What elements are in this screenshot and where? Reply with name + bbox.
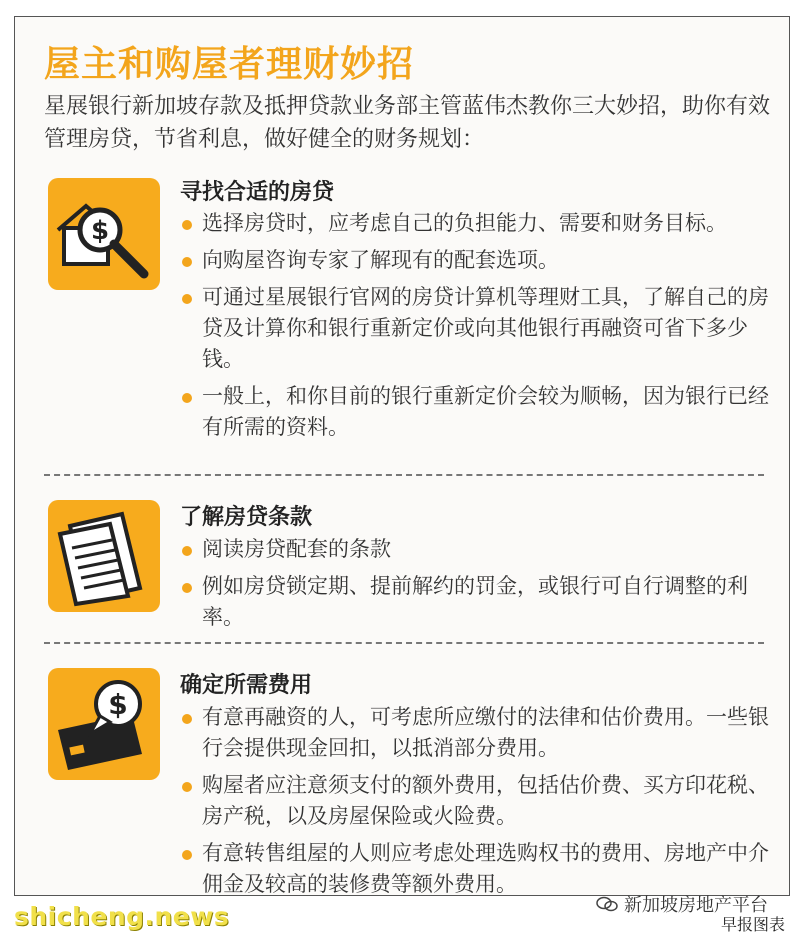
wechat-icon	[596, 896, 618, 912]
intro-text: 星展银行新加坡存款及抵押贷款业务部主管蓝伟杰教你三大妙招，助你有效管理房贷，节省利息，做好健全的财务规划：	[44, 94, 771, 152]
card-dollar-icon	[48, 668, 160, 780]
list-item: 选择房贷时，应考虑自己的负担能力、需要和财务目标。	[180, 208, 770, 239]
house-magnifier-icon	[48, 178, 160, 290]
list-item: 有意再融资的人，可考虑所应缴付的法律和估价费用。一些银行会提供现金回扣，以抵消部分费用。	[180, 702, 770, 764]
bullet-list	[180, 208, 770, 449]
section-heading: 寻找合适的房贷	[180, 180, 335, 205]
section-heading: 确定所需费用	[180, 673, 313, 698]
section-divider	[44, 474, 764, 476]
list-item: 有意转售组屋的人则应考虑处理选购权书的费用、房地产中介佣金及较高的装修费等额外费用。	[180, 838, 770, 900]
list-item: 一般上，和你目前的银行重新定价会较为顺畅，因为银行已经有所需的资料。	[180, 381, 770, 443]
document-icon	[48, 500, 160, 612]
page-title: 屋主和购屋者理财妙招	[44, 44, 415, 85]
section-heading: 了解房贷条款	[180, 505, 313, 530]
list-item: 向购屋咨询专家了解现有的配套选项。	[180, 245, 770, 276]
bullet-list	[180, 534, 770, 639]
list-item: 可通过星展银行官网的房贷计算机等理财工具，了解自己的房贷及计算你和银行重新定价或向其他银行再融资可省下多少钱。	[180, 282, 770, 375]
svg-text:$: $	[108, 688, 128, 721]
list-item: 购屋者应注意须支付的额外费用，包括估价费、买方印花税、房产税，以及房屋保险或火险费。	[180, 770, 770, 832]
bullet-list	[180, 702, 770, 906]
svg-text:$: $	[90, 216, 110, 246]
section-divider	[44, 642, 764, 644]
watermark-site: shicheng.news	[14, 902, 230, 931]
list-item: 例如房贷锁定期、提前解约的罚金，或银行可自行调整的利率。	[180, 571, 770, 633]
list-item: 阅读房贷配套的条款	[180, 534, 770, 565]
credit-label: 早报图表	[720, 915, 785, 934]
watermark-account-label: 新加坡房地产平台	[624, 895, 768, 916]
